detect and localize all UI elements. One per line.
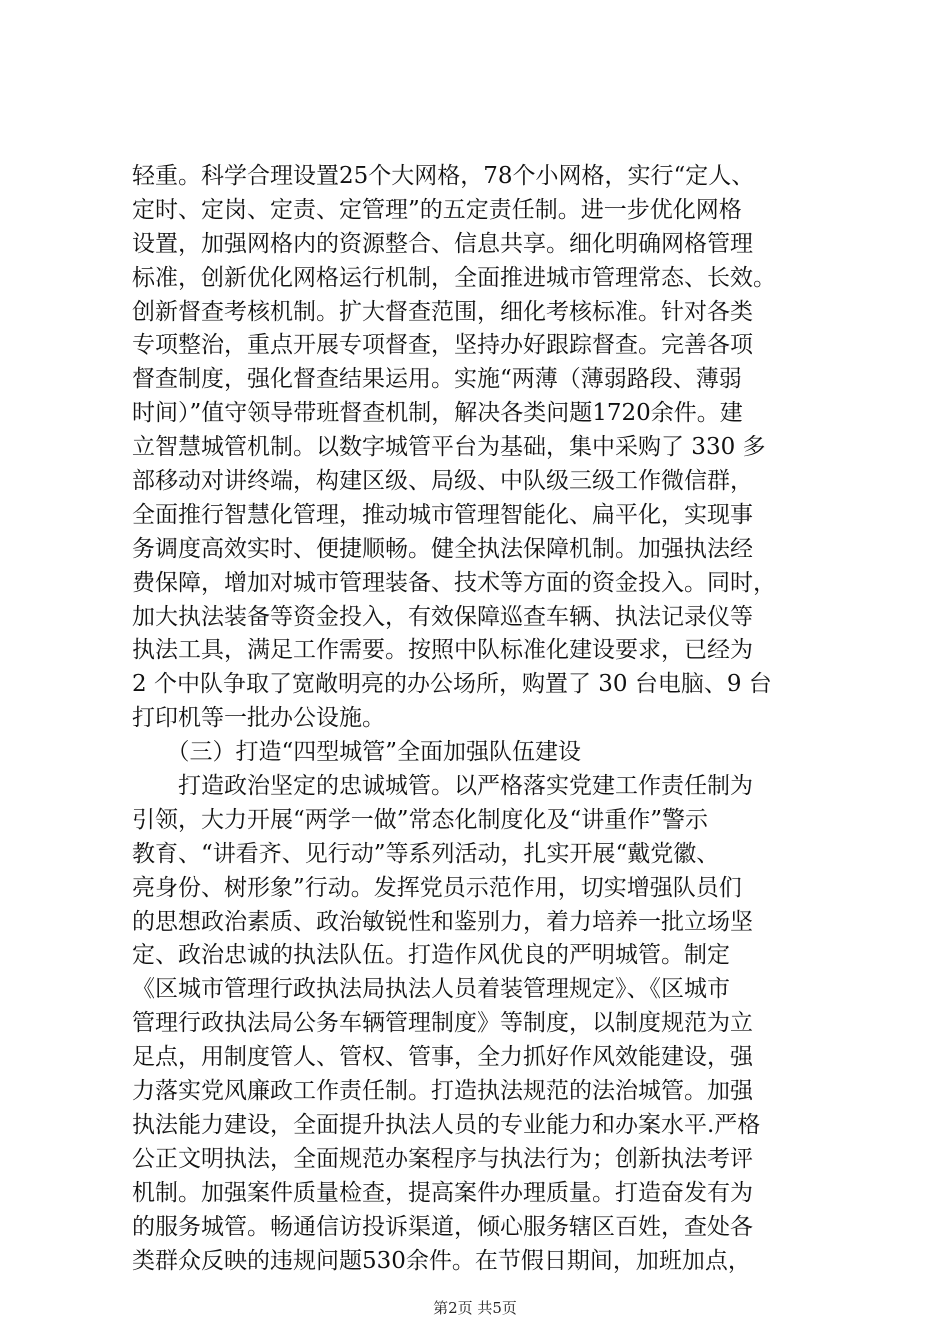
text-line: 机制。加强案件质量检查，提高案件办理质量。打造奋发有为 [132, 1179, 753, 1206]
text-line: 《区城市管理行政执法局执法人员着装管理规定》、《区城市 [132, 976, 730, 1003]
text-line: 轻重。科学合理设置25个大网格，78个小网格，实行“定人、 [132, 163, 755, 189]
text-line: 标准，创新优化网格运行机制，全面推进城市管理常态、长效。 [132, 264, 776, 291]
body-text [132, 160, 832, 1278]
text-line: 定时、定岗、定责、定管理”的五定责任制。进一步优化网格 [132, 196, 742, 223]
text-line: 亮身份、树形象”行动。发挥党员示范作用，切实增强队员们 [132, 874, 742, 901]
text-line: 全面推行智慧化管理，推动城市管理智能化、扁平化，实现事 [132, 501, 753, 528]
text-line: 打造政治坚定的忠诚城管。以严格落实党建工作责任制为 [132, 773, 753, 800]
text-line: 的思想政治素质、政治敏锐性和鉴别力，着力培养一批立场坚 [132, 908, 753, 935]
page-number-footer: 第2页 共5页 [433, 1299, 517, 1317]
text-line: 执法能力建设，全面提升执法人员的专业能力和办案水平.严格 [132, 1111, 761, 1138]
text-line: 费保障，增加对城市管理装备、技术等方面的资金投入。同时， [132, 569, 776, 596]
text-line: 打印机等一批办公设施。 [132, 705, 385, 732]
text-line: 公正文明执法，全面规范办案程序与执法行为；创新执法考评 [132, 1145, 753, 1172]
text-line: 2 个中队争取了宽敞明亮的办公场所，购置了 30 台电脑、9 台 [132, 671, 772, 698]
text-line: 时间）”值守领导带班督查机制，解决各类问题1720余件。建 [132, 400, 743, 427]
section-heading: （三）打造“四型城管”全面加强队伍建设 [132, 739, 582, 766]
text-line: 加大执法装备等资金投入，有效保障巡查车辆、执法记录仪等 [132, 603, 753, 630]
text-line: 管理行政执法局公务车辆管理制度》等制度，以制度规范为立 [132, 1010, 753, 1037]
text-line: 督查制度，强化督查结果运用。实施“两薄（薄弱路段、薄弱 [132, 366, 742, 393]
text-line: 的服务城管。畅通信访投诉渠道，倾心服务辖区百姓，查处各 [132, 1213, 753, 1240]
text-line: 教育、“讲看齐、见行动”等系列活动，扎实开展“戴党徽、 [132, 840, 720, 867]
text-line: 创新督查考核机制。扩大督查范围，细化考核标准。针对各类 [132, 298, 753, 325]
text-line: 足点，用制度管人、管权、管事，全力抓好作风效能建设，强 [132, 1044, 753, 1071]
text-line: 引领，大力开展“两学一做”常态化制度化及“讲重作”警示 [132, 806, 709, 833]
text-line: 立智慧城管机制。以数字城管平台为基础，集中采购了 330 多 [132, 434, 766, 461]
text-line: 定、政治忠诚的执法队伍。打造作风优良的严明城管。制定 [132, 942, 730, 969]
text-line: 力落实党风廉政工作责任制。打造执法规范的法治城管。加强 [132, 1078, 753, 1105]
text-line: 设置，加强网格内的资源整合、信息共享。细化明确网格管理 [132, 230, 753, 257]
text-line: 执法工具，满足工作需要。按照中队标准化建设要求，已经为 [132, 637, 753, 664]
text-line: 专项整治，重点开展专项督查，坚持办好跟踪督查。完善各项 [132, 332, 753, 359]
text-line: 类群众反映的违规问题530余件。在节假日期间，加班加点， [132, 1247, 751, 1274]
text-line: 部移动对讲终端，构建区级、局级、中队级三级工作微信群， [132, 468, 753, 495]
text-line: 务调度高效实时、便捷顺畅。健全执法保障机制。加强执法经 [132, 535, 753, 562]
